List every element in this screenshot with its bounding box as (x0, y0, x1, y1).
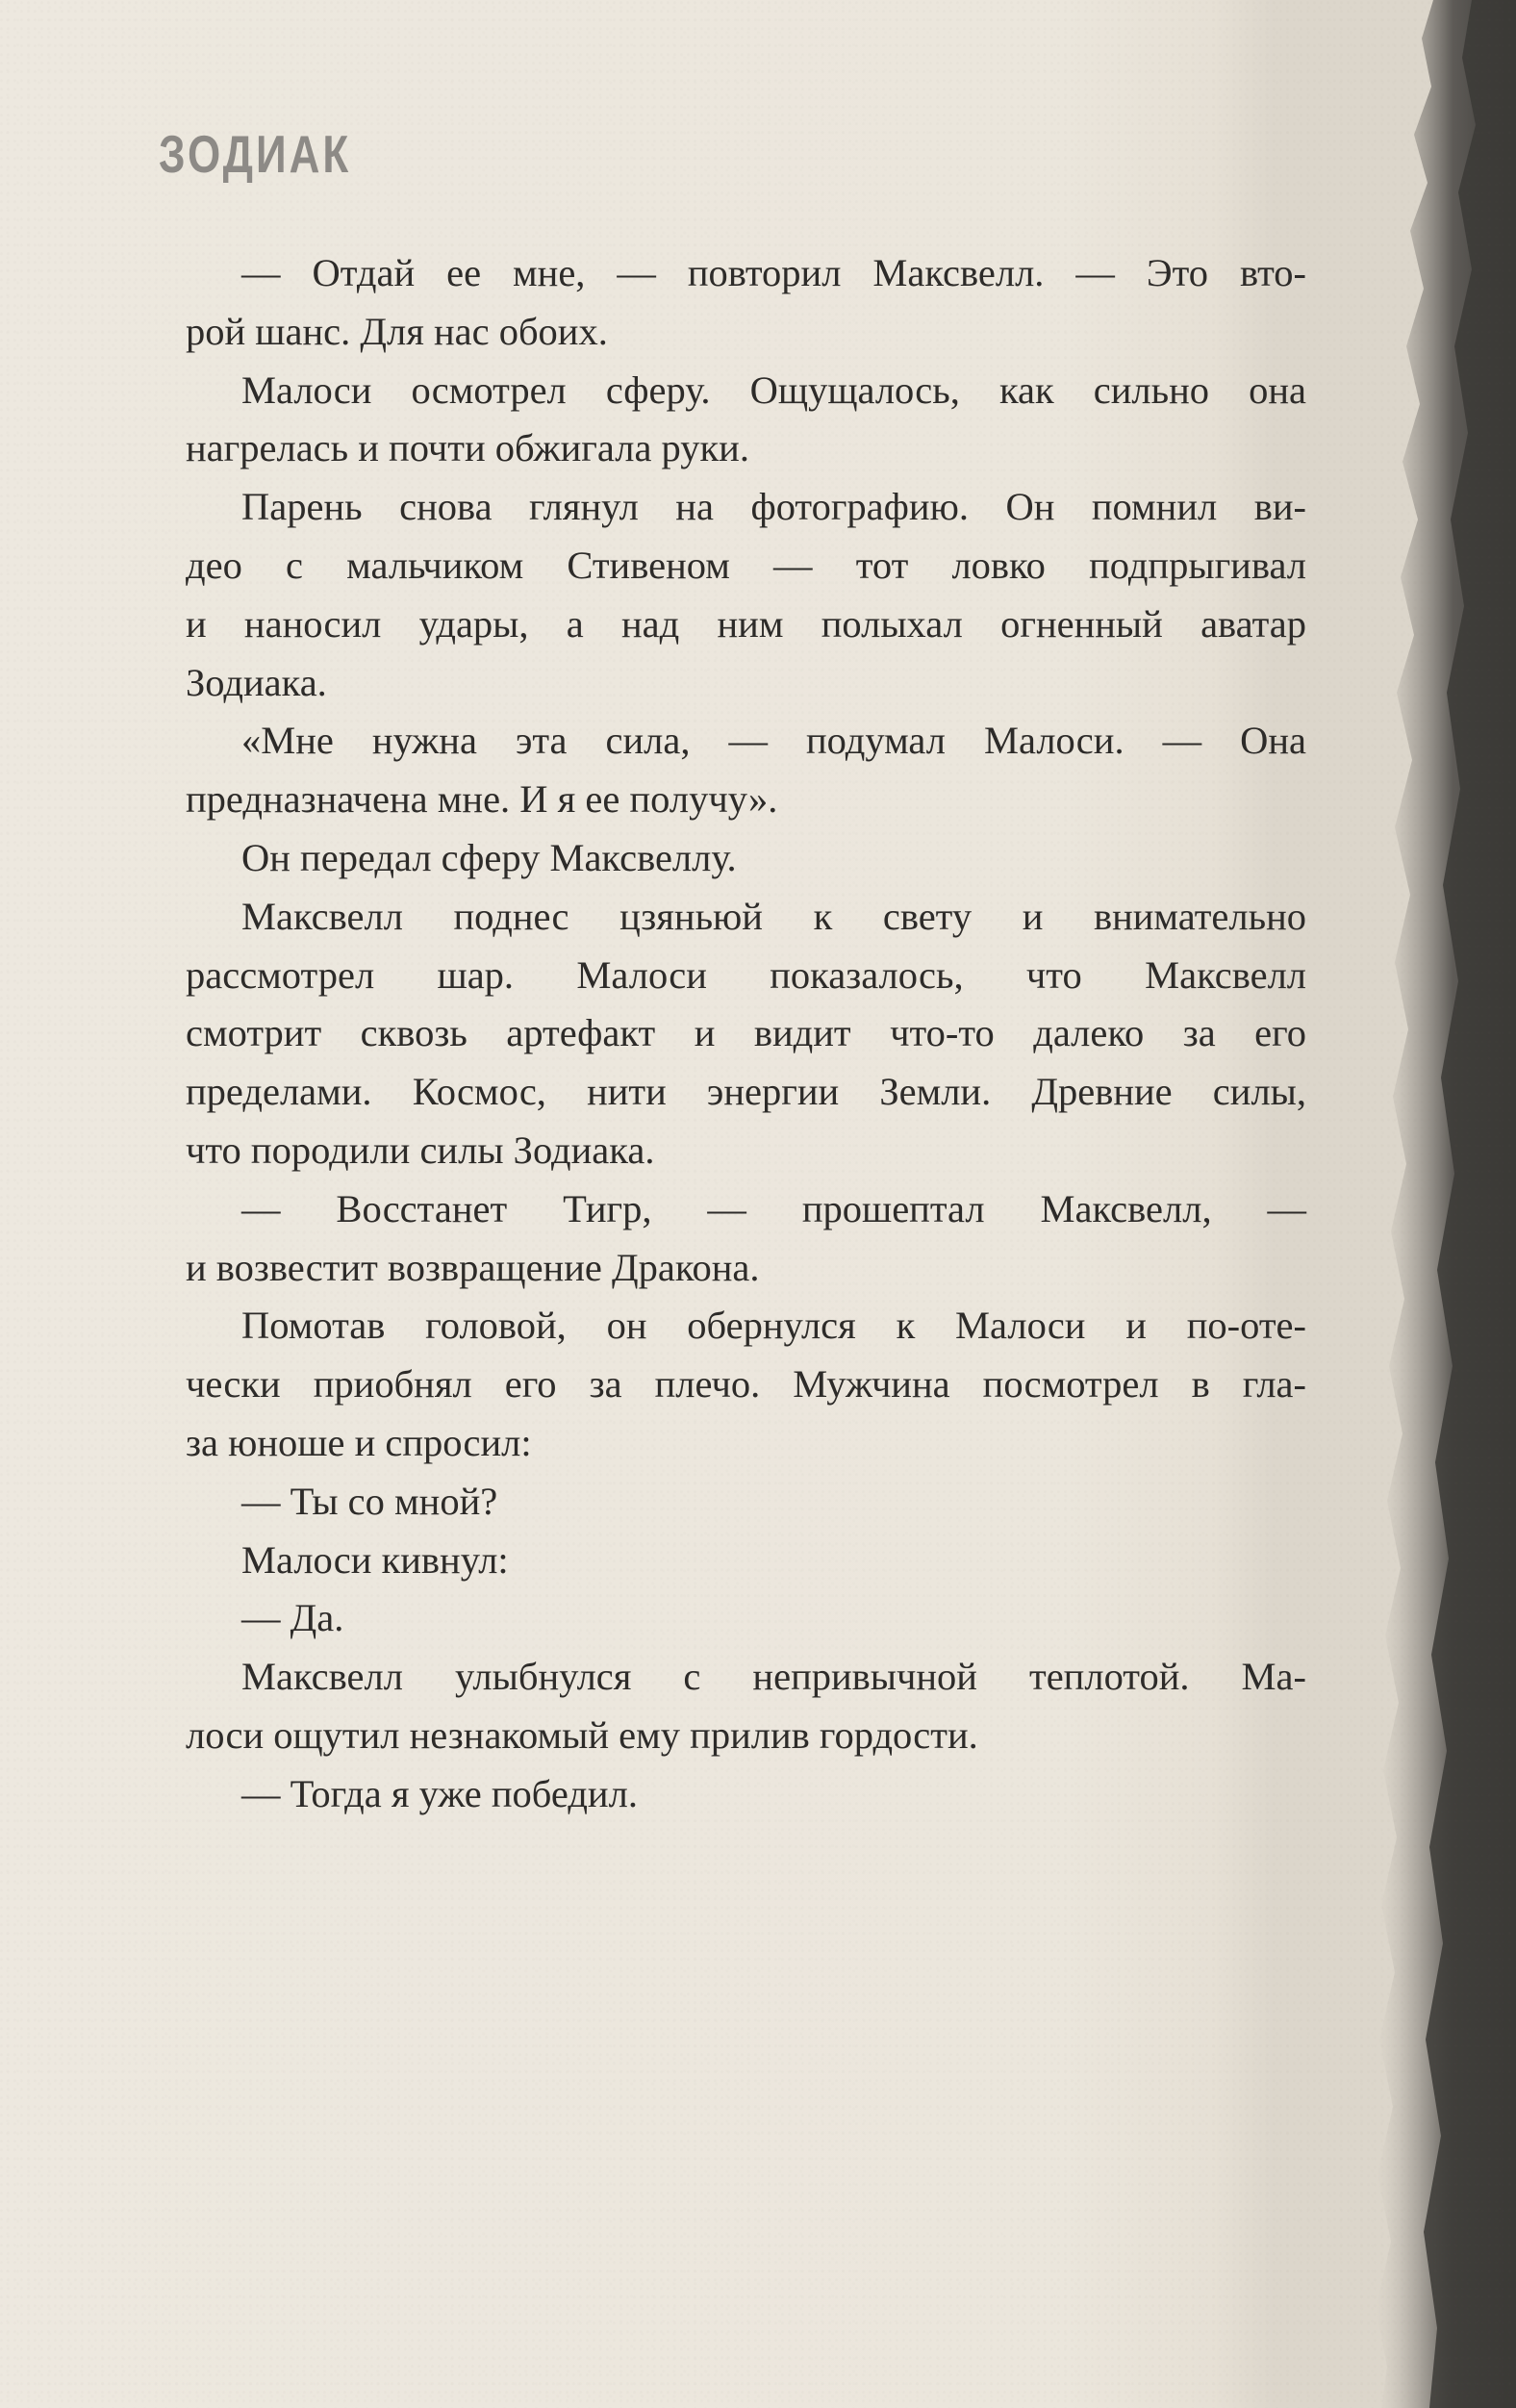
text-line: рой шанс. Для нас обоих. (186, 309, 608, 353)
text-line: — Тогда я уже победил. (241, 1771, 638, 1815)
text-line: и наносил удары, а над ним полыхал огненный аватар (186, 601, 1306, 646)
text-line: смотрит сквозь артефакт и видит что-то далеко за его (186, 1011, 1306, 1055)
body-text (186, 244, 1306, 1824)
text-line: лоси ощутил незнакомый ему прилив гордости. (186, 1712, 978, 1757)
text-line: Малоси осмотрел сферу. Ощущалось, как сильно она (241, 368, 1306, 412)
text-line: что породили силы Зодиака. (186, 1128, 655, 1172)
text-line: нагрелась и почти обжигала руки. (186, 426, 749, 470)
text-line: Он передал сферу Максвеллу. (241, 835, 737, 879)
text-line: пределами. Космос, нити энергии Земли. Древние силы, (186, 1070, 1306, 1114)
text-line: Парень снова глянул на фотографию. Он помнил ви- (241, 485, 1306, 529)
text-line: Зодиака. (186, 660, 327, 704)
text-line: Максвелл улыбнулся с непривычной теплотой. Ма- (241, 1655, 1306, 1699)
text-line: — Ты со мной? (241, 1479, 498, 1523)
text-line: — Да. (241, 1596, 344, 1640)
text-line: Малоси кивнул: (241, 1537, 509, 1582)
running-head: ЗОДИАК (159, 125, 352, 185)
text-line: Максвелл поднес цзяньюй к свету и внимательно (241, 894, 1306, 938)
text-line: рассмотрел шар. Малоси показалось, что Максвелл (186, 952, 1306, 997)
text-line: предназначена мне. И я ее получу». (186, 777, 778, 822)
text-line: «Мне нужна эта сила, — подумал Малоси. — Она (241, 719, 1306, 763)
text-line: за юноше и спросил: (186, 1420, 532, 1464)
text-line: чески приобнял его за плечо. Мужчина посмотрел в гла- (186, 1362, 1306, 1407)
text-line: — Восстанет Тигр, — прошептал Максвелл, — (241, 1186, 1306, 1230)
text-line: — Отдай ее мне, — повторил Максвелл. — Это вто- (241, 251, 1306, 294)
text-line: и возвестит возвращение Дракона. (186, 1245, 760, 1289)
text-line: Помотав головой, он обернулся к Малоси и по-оте- (241, 1304, 1306, 1348)
text-line: део с мальчиком Стивеном — тот ловко подпрыгивал (186, 543, 1306, 587)
